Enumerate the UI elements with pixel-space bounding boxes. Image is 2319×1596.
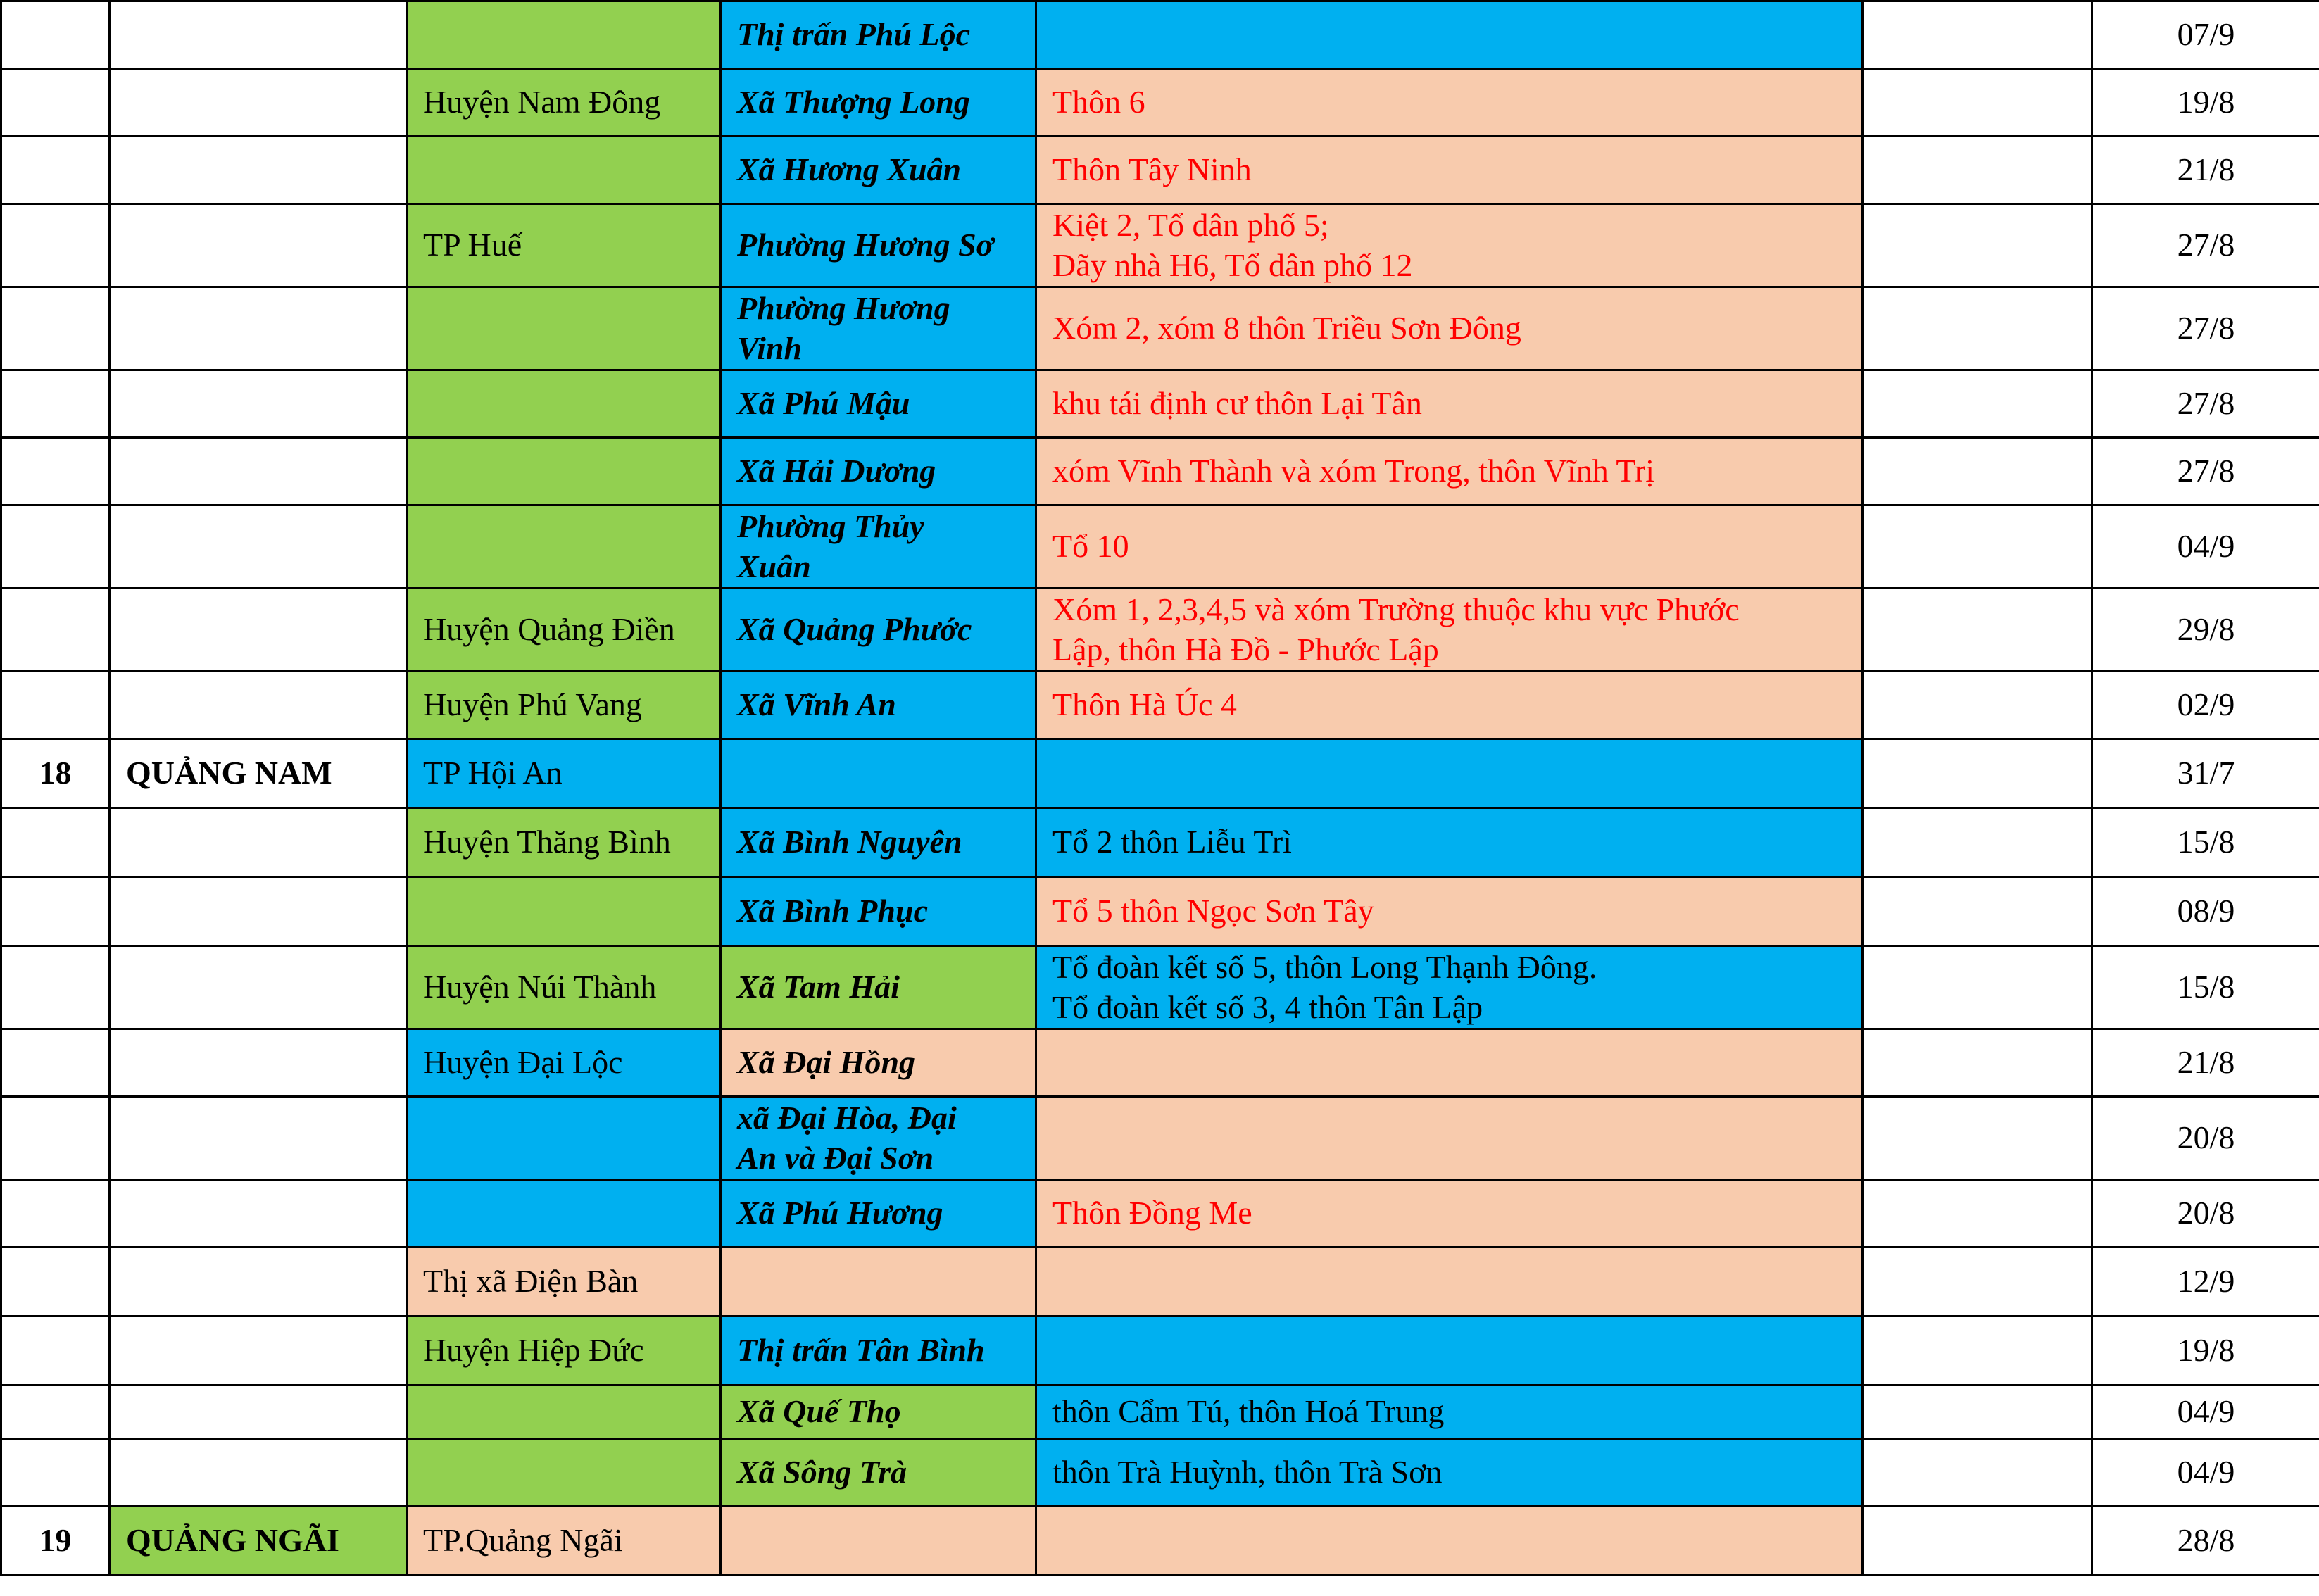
table-row [1, 672, 2319, 739]
commune-cell: Xã Thượng Long [721, 69, 1036, 137]
date-cell: 15/8 [2092, 946, 2319, 1029]
commune-cell: Xã Hương Xuân [721, 137, 1036, 204]
commune-cell: Xã Quảng Phước [721, 589, 1036, 672]
row-number-cell [1, 1097, 110, 1180]
date-cell: 04/9 [2092, 505, 2319, 589]
table-row [1, 137, 2319, 204]
table-row [1, 1180, 2319, 1248]
blank-cell [1863, 1248, 2092, 1317]
date-cell: 04/9 [2092, 1439, 2319, 1507]
area-cell: thôn Trà Huỳnh, thôn Trà Sơn [1036, 1439, 1863, 1507]
table-row [1, 1385, 2319, 1439]
table-row [1, 1317, 2319, 1385]
area-cell [1036, 1248, 1863, 1317]
district-cell [407, 1097, 721, 1180]
province-cell [110, 1439, 407, 1507]
row-number-cell [1, 69, 110, 137]
commune-cell: Xã Hải Dương [721, 438, 1036, 505]
province-cell [110, 204, 407, 287]
blank-cell [1863, 589, 2092, 672]
blank-cell [1863, 69, 2092, 137]
date-cell: 29/8 [2092, 589, 2319, 672]
row-number-cell: 18 [1, 739, 110, 808]
district-cell: Huyện Quảng Điền [407, 589, 721, 672]
blank-cell [1863, 1507, 2092, 1576]
province-cell: QUẢNG NAM [110, 739, 407, 808]
row-number-cell [1, 370, 110, 438]
province-cell [110, 808, 407, 877]
row-number-cell [1, 589, 110, 672]
area-cell: Tổ 5 thôn Ngọc Sơn Tây [1036, 877, 1863, 946]
commune-cell: Phường Thủy Xuân [721, 505, 1036, 589]
area-cell: Xóm 1, 2,3,4,5 và xóm Trường thuộc khu vực Phước Lập, thôn Hà Đồ - Phước Lập [1036, 589, 1863, 672]
province-cell [110, 1180, 407, 1248]
province-cell [110, 946, 407, 1029]
row-number-cell [1, 1029, 110, 1097]
table-row [1, 1248, 2319, 1317]
row-number-cell [1, 808, 110, 877]
date-cell: 20/8 [2092, 1180, 2319, 1248]
commune-cell [721, 1248, 1036, 1317]
province-cell [110, 1317, 407, 1385]
area-cell: thôn Cẩm Tú, thôn Hoá Trung [1036, 1385, 1863, 1439]
date-cell: 19/8 [2092, 69, 2319, 137]
commune-cell: Xã Phú Mậu [721, 370, 1036, 438]
area-cell: Thôn Hà Úc 4 [1036, 672, 1863, 739]
table-row [1, 370, 2319, 438]
area-cell: Tổ đoàn kết số 5, thôn Long Thạnh Đông. Tổ đoàn kết số 3, 4 thôn Tân Lập [1036, 946, 1863, 1029]
date-cell: 27/8 [2092, 204, 2319, 287]
date-cell: 27/8 [2092, 438, 2319, 505]
province-cell [110, 1, 407, 69]
row-number-cell: 19 [1, 1507, 110, 1576]
blank-cell [1863, 1317, 2092, 1385]
table-row [1, 1097, 2319, 1180]
area-cell: Thôn Đồng Me [1036, 1180, 1863, 1248]
date-cell: 15/8 [2092, 808, 2319, 877]
blank-cell [1863, 1, 2092, 69]
province-cell [110, 1029, 407, 1097]
blank-cell [1863, 946, 2092, 1029]
district-cell [407, 1439, 721, 1507]
row-number-cell [1, 672, 110, 739]
row-number-cell [1, 1180, 110, 1248]
province-cell [110, 1385, 407, 1439]
province-cell [110, 505, 407, 589]
blank-cell [1863, 1439, 2092, 1507]
commune-cell: Phường Hương Vinh [721, 287, 1036, 370]
province-cell: QUẢNG NGÃI [110, 1507, 407, 1576]
area-cell: Tổ 10 [1036, 505, 1863, 589]
province-cell [110, 589, 407, 672]
date-cell: 12/9 [2092, 1248, 2319, 1317]
table-row [1, 946, 2319, 1029]
date-cell: 27/8 [2092, 287, 2319, 370]
date-cell: 28/8 [2092, 1507, 2319, 1576]
blank-cell [1863, 877, 2092, 946]
district-cell [407, 1385, 721, 1439]
commune-cell: Xã Vĩnh An [721, 672, 1036, 739]
district-cell: TP.Quảng Ngãi [407, 1507, 721, 1576]
row-number-cell [1, 505, 110, 589]
row-number-cell [1, 1317, 110, 1385]
blank-cell [1863, 1180, 2092, 1248]
blank-cell [1863, 287, 2092, 370]
date-cell: 08/9 [2092, 877, 2319, 946]
commune-cell: Xã Bình Phục [721, 877, 1036, 946]
table-row [1, 589, 2319, 672]
table-row [1, 69, 2319, 137]
commune-cell: Xã Bình Nguyên [721, 808, 1036, 877]
area-cell [1036, 1, 1863, 69]
row-number-cell [1, 204, 110, 287]
date-cell: 21/8 [2092, 1029, 2319, 1097]
row-number-cell [1, 1, 110, 69]
province-cell [110, 438, 407, 505]
district-cell [407, 505, 721, 589]
commune-cell: Xã Quế Thọ [721, 1385, 1036, 1439]
table-row [1, 1029, 2319, 1097]
blank-cell [1863, 1385, 2092, 1439]
area-cell: Xóm 2, xóm 8 thôn Triều Sơn Đông [1036, 287, 1863, 370]
district-cell: TP Huế [407, 204, 721, 287]
district-cell [407, 438, 721, 505]
blank-cell [1863, 808, 2092, 877]
table-row [1, 1, 2319, 69]
date-cell: 20/8 [2092, 1097, 2319, 1180]
province-cell [110, 287, 407, 370]
date-cell: 07/9 [2092, 1, 2319, 69]
province-cell [110, 672, 407, 739]
area-cell [1036, 739, 1863, 808]
province-cell [110, 1248, 407, 1317]
table-row [1, 505, 2319, 589]
row-number-cell [1, 877, 110, 946]
row-number-cell [1, 1248, 110, 1317]
blank-cell [1863, 505, 2092, 589]
district-cell: Huyện Thăng Bình [407, 808, 721, 877]
district-cell: Huyện Đại Lộc [407, 1029, 721, 1097]
district-cell [407, 287, 721, 370]
province-cell [110, 1097, 407, 1180]
blank-cell [1863, 204, 2092, 287]
table-row [1, 438, 2319, 505]
district-cell: Thị xã Điện Bàn [407, 1248, 721, 1317]
date-cell: 21/8 [2092, 137, 2319, 204]
table-row [1, 877, 2319, 946]
area-cell: xóm Vĩnh Thành và xóm Trong, thôn Vĩnh Trị [1036, 438, 1863, 505]
commune-cell: Xã Đại Hồng [721, 1029, 1036, 1097]
district-cell [407, 1, 721, 69]
blank-cell [1863, 672, 2092, 739]
area-cell [1036, 1507, 1863, 1576]
row-number-cell [1, 287, 110, 370]
area-cell [1036, 1097, 1863, 1180]
date-cell: 31/7 [2092, 739, 2319, 808]
district-cell [407, 370, 721, 438]
row-number-cell [1, 438, 110, 505]
province-cell [110, 370, 407, 438]
area-cell [1036, 1317, 1863, 1385]
commune-cell: Xã Tam Hải [721, 946, 1036, 1029]
date-cell: 27/8 [2092, 370, 2319, 438]
date-cell: 04/9 [2092, 1385, 2319, 1439]
province-cell [110, 69, 407, 137]
date-cell: 02/9 [2092, 672, 2319, 739]
district-cell: Huyện Nam Đông [407, 69, 721, 137]
table-row [1, 739, 2319, 808]
commune-cell [721, 1507, 1036, 1576]
blank-cell [1863, 1097, 2092, 1180]
commune-cell: Xã Sông Trà [721, 1439, 1036, 1507]
district-cell: Huyện Núi Thành [407, 946, 721, 1029]
area-cell: khu tái định cư thôn Lại Tân [1036, 370, 1863, 438]
province-cell [110, 877, 407, 946]
area-cell [1036, 1029, 1863, 1097]
blank-cell [1863, 137, 2092, 204]
table-row [1, 1439, 2319, 1507]
province-cell [110, 137, 407, 204]
district-cell: Huyện Hiệp Đức [407, 1317, 721, 1385]
row-number-cell [1, 1385, 110, 1439]
table-body [1, 1, 2319, 1576]
blank-cell [1863, 438, 2092, 505]
district-cell: Huyện Phú Vang [407, 672, 721, 739]
commune-cell: Thị trấn Phú Lộc [721, 1, 1036, 69]
row-number-cell [1, 946, 110, 1029]
date-cell: 19/8 [2092, 1317, 2319, 1385]
table-row [1, 808, 2319, 877]
blank-cell [1863, 1029, 2092, 1097]
blank-cell [1863, 370, 2092, 438]
commune-cell: xã Đại Hòa, Đại An và Đại Sơn [721, 1097, 1036, 1180]
commune-cell: Thị trấn Tân Bình [721, 1317, 1036, 1385]
commune-cell: Xã Phú Hương [721, 1180, 1036, 1248]
district-cell [407, 1180, 721, 1248]
district-cell [407, 877, 721, 946]
commune-cell: Phường Hương Sơ [721, 204, 1036, 287]
district-cell: TP Hội An [407, 739, 721, 808]
table-row [1, 1507, 2319, 1576]
area-cell: Thôn 6 [1036, 69, 1863, 137]
table-row [1, 204, 2319, 287]
commune-cell [721, 739, 1036, 808]
row-number-cell [1, 1439, 110, 1507]
table-row [1, 287, 2319, 370]
row-number-cell [1, 137, 110, 204]
area-cell: Kiệt 2, Tổ dân phố 5; Dãy nhà H6, Tổ dân phố 12 [1036, 204, 1863, 287]
district-cell [407, 137, 721, 204]
area-cell: Tổ 2 thôn Liễu Trì [1036, 808, 1863, 877]
area-cell: Thôn Tây Ninh [1036, 137, 1863, 204]
blank-cell [1863, 739, 2092, 808]
